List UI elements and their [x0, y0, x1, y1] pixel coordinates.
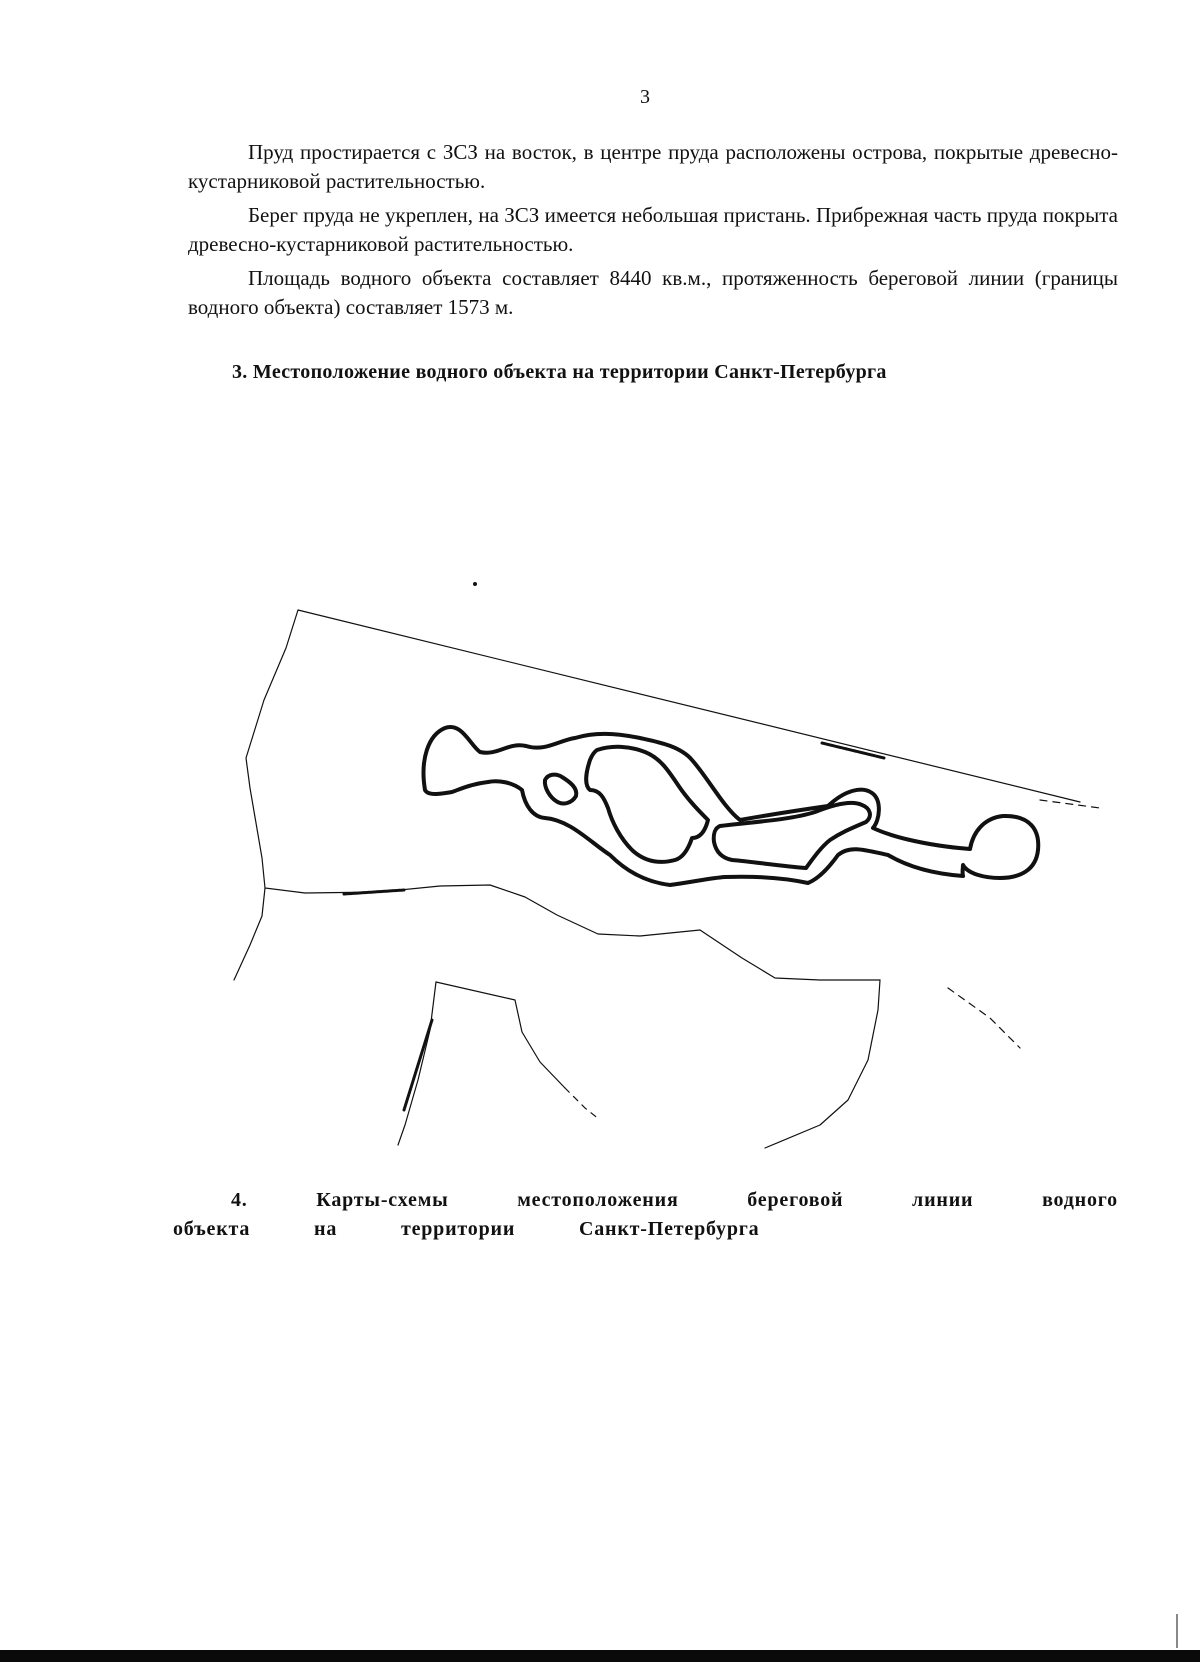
street-lower [765, 980, 880, 1148]
section-4-heading: 4. Карты-схемы местоположения береговой линии водного объекта на территории Санкт-Петербурга [173, 1189, 1118, 1240]
island-central [586, 747, 708, 862]
street-branch [436, 982, 565, 1088]
boundary-dashed-east [948, 800, 1100, 1048]
scan-edge-mark [1176, 1614, 1178, 1648]
paragraph-pond-area: Площадь водного объекта составляет 8440 кв.м., протяженность береговой линии (границы водного объекта) составляет 1573 м. [188, 266, 1118, 319]
location-map [225, 575, 1100, 1150]
island-west [545, 775, 576, 804]
street-label-mark-1 [822, 743, 884, 758]
page-number: 3 [640, 86, 650, 108]
section-3-heading: 3. Местоположение водного объекта на территории Санкт-Петербурга [232, 361, 887, 383]
street-label-mark-2 [344, 890, 404, 894]
street-branch-dashed [565, 1088, 600, 1120]
paragraph-pond-shore: Берег пруда не укреплен, на ЗСЗ имеется небольшая пристань. Прибрежная часть пруда покрыта древесно-кустарниковой растительностью. [188, 203, 1118, 256]
map-dot [473, 582, 477, 586]
street-label-mark-3 [404, 1020, 432, 1110]
paragraph-pond-extent: Пруд простирается с ЗСЗ на восток, в центре пруда расположены острова, покрытые древесно-кустарниковой растительностью. [188, 140, 1118, 193]
scan-bottom-edge [0, 1650, 1200, 1662]
territory-boundary-line [246, 610, 1080, 980]
boundary-left-branch [234, 888, 265, 980]
